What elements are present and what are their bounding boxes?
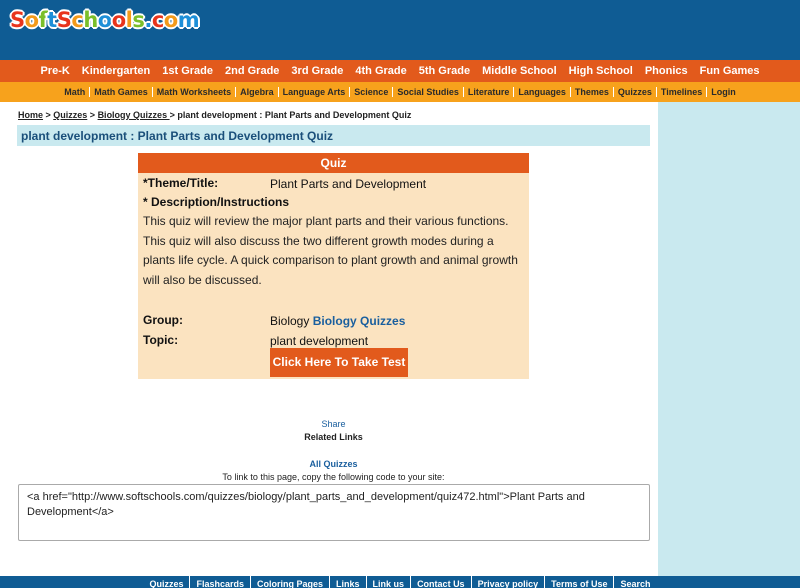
footer-search[interactable]: Search xyxy=(613,576,656,588)
right-sidebar xyxy=(658,102,800,588)
footer-flashcards[interactable]: Flashcards xyxy=(189,576,250,588)
all-quizzes-link[interactable]: All Quizzes xyxy=(309,459,358,469)
nav-literature[interactable]: Literature xyxy=(463,87,514,97)
nav-4th-grade[interactable]: 4th Grade xyxy=(355,65,407,77)
nav-high-school[interactable]: High School xyxy=(568,65,633,77)
nav-phonics[interactable]: Phonics xyxy=(644,65,688,77)
page-title: plant development : Plant Parts and Development Quiz xyxy=(21,128,334,143)
topic-label: Topic: xyxy=(143,333,179,347)
footer-terms[interactable]: Terms of Use xyxy=(544,576,613,588)
theme-value: Plant Parts and Development xyxy=(270,177,427,191)
breadcrumb xyxy=(18,110,411,120)
topic-value: plant development xyxy=(270,334,369,348)
link-instructions: To link to this page, copy the following code to your site: xyxy=(222,472,445,482)
breadcrumb-sep: > xyxy=(169,110,178,120)
breadcrumb-current: plant development : Plant Parts and Development Quiz xyxy=(177,110,412,120)
nav-pre-k[interactable]: Pre-K xyxy=(40,65,70,77)
nav-kindergarten[interactable]: Kindergarten xyxy=(81,65,151,77)
breadcrumb-biology-quizzes[interactable]: Biology Quizzes xyxy=(97,110,170,120)
secondary-nav xyxy=(0,82,800,102)
nav-middle-school[interactable]: Middle School xyxy=(482,65,557,77)
footer-links[interactable]: Links xyxy=(329,576,366,588)
nav-algebra[interactable]: Algebra xyxy=(235,87,278,97)
site-logo[interactable]: SoftSchools.com xyxy=(10,8,200,32)
site-footer xyxy=(0,576,800,588)
nav-science[interactable]: Science xyxy=(349,87,392,97)
primary-nav xyxy=(0,60,800,82)
nav-fun-games[interactable]: Fun Games xyxy=(699,65,760,77)
quiz-description: This quiz will review the major plant parts and their various functions. This quiz will also discuss the two different growth modes during a plants life cycle. A quick comparison to plant growth and animal growth will also be discussed. xyxy=(143,214,518,287)
nav-language-arts[interactable]: Language Arts xyxy=(278,87,350,97)
nav-timelines[interactable]: Timelines xyxy=(656,87,706,97)
nav-5th-grade[interactable]: 5th Grade xyxy=(418,65,471,77)
nav-login[interactable]: Login xyxy=(706,87,740,97)
share-link[interactable]: Share xyxy=(321,419,346,429)
embed-code-textarea[interactable] xyxy=(18,484,650,541)
nav-math-games[interactable]: Math Games xyxy=(89,87,152,97)
nav-math-worksheets[interactable]: Math Worksheets xyxy=(152,87,235,97)
related-links-heading: Related Links xyxy=(304,432,363,442)
take-test-button[interactable]: Click Here To Take Test xyxy=(270,348,408,377)
description-label: * Description/Instructions xyxy=(143,195,290,209)
nav-2nd-grade[interactable]: 2nd Grade xyxy=(225,65,280,77)
nav-1st-grade[interactable]: 1st Grade xyxy=(162,65,214,77)
footer-contact-us[interactable]: Contact Us xyxy=(410,576,471,588)
breadcrumb-home[interactable]: Home xyxy=(18,110,44,120)
group-value-wrap xyxy=(270,314,405,328)
breadcrumb-sep: > xyxy=(87,110,98,120)
nav-3rd-grade[interactable]: 3rd Grade xyxy=(291,65,344,77)
footer-link-us[interactable]: Link us xyxy=(366,576,411,588)
group-value: Biology xyxy=(270,314,310,328)
breadcrumb-quizzes[interactable]: Quizzes xyxy=(53,110,88,120)
quiz-card xyxy=(138,153,529,379)
nav-social-studies[interactable]: Social Studies xyxy=(392,87,463,97)
nav-languages[interactable]: Languages xyxy=(513,87,570,97)
footer-coloring-pages[interactable]: Coloring Pages xyxy=(250,576,329,588)
breadcrumb-sep: > xyxy=(43,110,54,120)
nav-themes[interactable]: Themes xyxy=(570,87,613,97)
nav-quizzes[interactable]: Quizzes xyxy=(613,87,656,97)
page-title-bar xyxy=(17,125,650,146)
footer-privacy[interactable]: Privacy policy xyxy=(471,576,545,588)
group-label: Group: xyxy=(143,313,183,327)
footer-quizzes[interactable]: Quizzes xyxy=(149,579,184,588)
quiz-header: Quiz xyxy=(138,153,529,173)
site-header xyxy=(0,0,800,60)
nav-math[interactable]: Math xyxy=(64,87,86,97)
group-link[interactable]: Biology Quizzes xyxy=(312,314,406,328)
theme-label: *Theme/Title: xyxy=(143,176,219,190)
